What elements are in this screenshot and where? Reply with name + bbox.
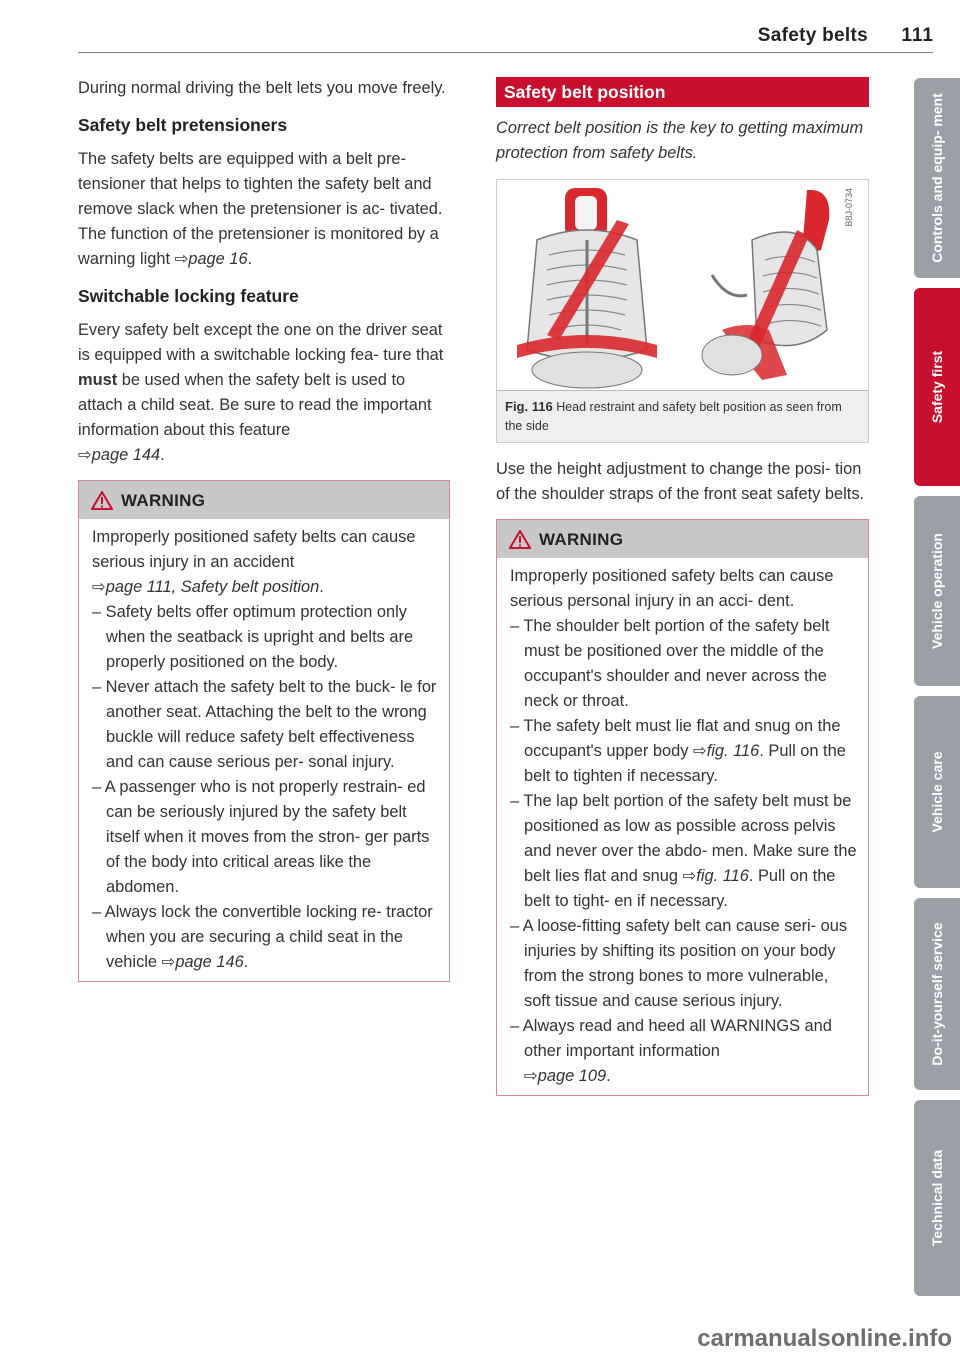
belt-position-illustration bbox=[497, 180, 870, 390]
warning-body: Improperly positioned safety belts can cause serious personal injury in an acci- dent. – The shoulder belt portion of the safety belt must be positioned over the middle of the occupant's shoulder and never across the neck or throat. – The safety belt must lie flat and snug on the occupant's upper body ⇨fig. 116. Pull on the belt to tighten if necessary. – The lap belt portion of the safety belt must be positioned as low as possible across pelvis and never over the abdo- men. Make sure the belt lies flat and snug ⇨fig. 116. Pull on the belt to tight- en if necessary. – A loose-fitting safety belt can cause seri- ous injuries by shifting its position on your body from the strong bones to more vulnerable, soft tissue and cause serious injury. – Always read and heed all WARNINGS and other important information ⇨page 109. bbox=[497, 558, 868, 1095]
arrow-right-icon: ⇨ bbox=[78, 446, 92, 464]
warning-triangle-icon bbox=[91, 491, 113, 510]
header-rule bbox=[78, 52, 933, 53]
warning-item: – Never attach the safety belt to the buck- le for another seat. Attaching the belt to the wrong buckle will reduce safety belt effectiveness and can cause serious per- sonal injury. bbox=[92, 678, 437, 771]
arrow-right-icon: ⇨ bbox=[682, 867, 697, 885]
warning-link[interactable]: ⇨page 146 bbox=[161, 953, 244, 971]
figure-code: B8J-0734 bbox=[844, 188, 854, 227]
page-section-title: Safety belts bbox=[757, 25, 868, 46]
tab-technical-data[interactable]: Technical data bbox=[914, 1100, 960, 1296]
figure-label: Fig. 116 bbox=[505, 399, 553, 414]
pretensioners-link[interactable]: ⇨page 16 bbox=[174, 250, 248, 268]
warning-header bbox=[79, 481, 449, 519]
arrow-right-icon: ⇨ bbox=[174, 250, 189, 268]
belt-illustration bbox=[497, 180, 868, 391]
section-intro: Correct belt position is the key to getting maximum protection from safety belts. bbox=[496, 119, 864, 162]
tab-vehicle-operation[interactable]: Vehicle operation bbox=[914, 496, 960, 686]
tab-controls-and-equipment[interactable]: Controls and equip- ment bbox=[914, 78, 960, 278]
pretensioners-heading: Safety belt pretensioners bbox=[78, 115, 288, 135]
warning-box-right bbox=[496, 519, 869, 1096]
warning-triangle-icon bbox=[509, 530, 531, 549]
arrow-right-icon: ⇨ bbox=[524, 1067, 538, 1085]
locking-heading: Switchable locking feature bbox=[78, 286, 299, 306]
figure-116 bbox=[496, 179, 869, 443]
section-heading: Safety belt position bbox=[496, 77, 869, 107]
warning-link[interactable]: ⇨page 109 bbox=[524, 1067, 607, 1085]
tab-safety-first[interactable]: Safety first bbox=[914, 288, 960, 486]
locking-paragraph: Every safety belt except the one on the driver seat is equipped with a switchable locking fea- ture that must be used when the safety belt is used to attach a child seat. Be sure to read the important information about this feature ⇨page 144. bbox=[78, 321, 444, 464]
warning-box-left bbox=[78, 480, 450, 982]
warning-title: WARNING bbox=[121, 490, 206, 510]
warning-body: Improperly positioned safety belts can cause serious injury in an accident ⇨page 111, Safety belt position. – Safety belts offer optimum protection only when the seatback is upright and belts are properly positioned on the body. – Never attach the safety belt to the buck- le for another seat. Attaching the belt to the wrong buckle will reduce safety belt effectiveness and can cause serious per- sonal injury. – A passenger who is not properly restrain- ed can be seriously injured by the safety belt itself when it moves from the stron- ger parts of the body into critical areas like the abdomen. – Always lock the convertible locking re- tractor when you are securing a child seat in the vehicle ⇨page 146. bbox=[79, 519, 449, 981]
warning-item: – Always lock the convertible locking re- tractor when you are securing a child seat in the vehicle ⇨page 146. bbox=[92, 903, 433, 971]
warning-item: – Always read and heed all WARNINGS and other important information ⇨page 109. bbox=[510, 1017, 832, 1085]
figure-link[interactable]: ⇨fig. 116 bbox=[682, 867, 749, 885]
must-emphasis: must bbox=[78, 371, 118, 389]
arrow-right-icon: ⇨ bbox=[161, 953, 176, 971]
warning-header bbox=[497, 520, 868, 558]
side-view-figure bbox=[702, 190, 829, 380]
locking-link[interactable]: ⇨page 144 bbox=[78, 446, 161, 464]
arrow-right-icon: ⇨ bbox=[692, 742, 707, 760]
tab-do-it-yourself-service[interactable]: Do-it-yourself service bbox=[914, 898, 960, 1090]
pretensioners-text: The safety belts are equipped with a belt pre- tensioner that helps to tighten the safety belt and remove slack when the pretensioner is ac- tivated. The function of the pretensioner is monitored by a warning light bbox=[78, 150, 443, 268]
figure-caption: Fig. 116 Head restraint and safety belt position as seen from the side bbox=[505, 399, 842, 433]
warning-item: – A passenger who is not properly restrain- ed can be seriously injured by the safety belt itself when it moves from the stron- ger parts of the body into critical areas like the abdomen. bbox=[92, 778, 430, 896]
watermark: carmanualsonline.info bbox=[697, 1325, 952, 1352]
left-column bbox=[78, 76, 450, 982]
tab-vehicle-care[interactable]: Vehicle care bbox=[914, 696, 960, 888]
height-adjust-paragraph: Use the height adjustment to change the posi- tion of the shoulder straps of the front seat safety belts. bbox=[496, 460, 865, 503]
figure-link[interactable]: ⇨fig. 116 bbox=[692, 742, 760, 760]
warning-link[interactable]: ⇨page 111, Safety belt position bbox=[92, 578, 320, 596]
warning-item: – The safety belt must lie flat and snug on the occupant's upper body ⇨fig. 116. Pull on the belt to tighten if necessary. bbox=[510, 717, 846, 785]
front-view-figure bbox=[517, 188, 657, 388]
warning-item: – Safety belts offer optimum protection only when the seatback is upright and belts are properly positioned on the body. bbox=[92, 603, 414, 671]
warning-title: WARNING bbox=[539, 529, 624, 549]
intro-paragraph: During normal driving the belt lets you move freely. bbox=[78, 79, 446, 97]
warning-item: – The lap belt portion of the safety belt must be positioned as low as possible across pelvis and never over the abdo- men. Make sure the belt lies flat and snug ⇨fig. 116. Pull on the belt to tight- en if necessary. bbox=[510, 792, 857, 910]
page-number: 111 bbox=[901, 25, 934, 46]
pretensioners-paragraph: The safety belts are equipped with a belt pre- tensioner that helps to tighten the safety belt and remove slack when the pretensioner is ac- tivated. The function of the pretensioner is monitored by a warning light ⇨page 16. bbox=[78, 150, 443, 268]
warning-item: – The shoulder belt portion of the safety belt must be positioned over the middle of the occupant's shoulder and never across the neck or throat. bbox=[510, 617, 830, 710]
warning-item: – A loose-fitting safety belt can cause seri- ous injuries by shifting its position on your body from the strong bones to more vulnerable, soft tissue and cause serious injury. bbox=[510, 917, 848, 1010]
right-column bbox=[496, 76, 869, 1096]
arrow-right-icon: ⇨ bbox=[92, 578, 106, 596]
